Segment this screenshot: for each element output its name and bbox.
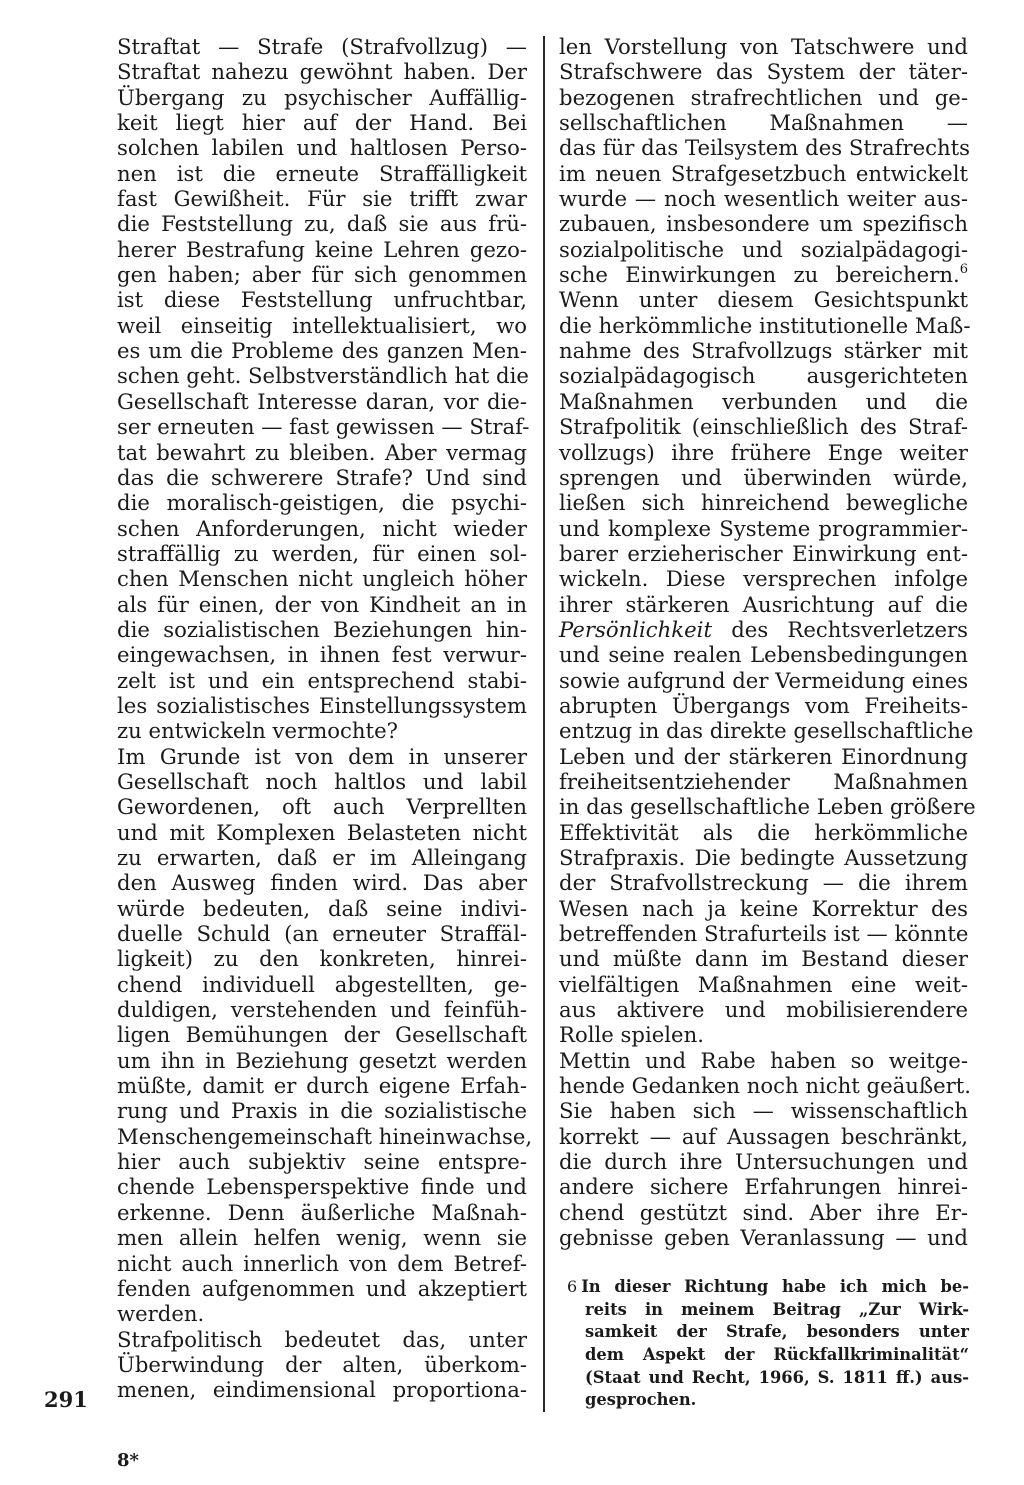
footnote-line: dem Aspekt der Rückfallkriminalität“ [585, 1345, 969, 1365]
left-column-line: Menschengemeinschaft hineinwachse, [117, 1123, 533, 1149]
left-column-line: die sozialistischen Beziehungen hin- [117, 616, 527, 642]
signature-mark: 8* [117, 1450, 139, 1471]
right-column-line: freiheitsentziehender Maßnahmen [559, 768, 968, 794]
right-column-line: in das gesellschaftliche Leben größere [559, 794, 976, 820]
right-column-line: sozialpolitische und sozialpädagogi- [559, 236, 968, 262]
left-column-line: chen Menschen nicht ungleich höher [117, 566, 527, 592]
left-column-line: chende Lebensperspektive finde und [117, 1174, 527, 1200]
left-column-line: hier auch subjektiv seine entspre- [117, 1149, 527, 1175]
left-column-line: menen, eindimensional proportiona- [117, 1377, 527, 1403]
column-divider [543, 36, 545, 1412]
right-column-line: Wesen nach ja keine Korrektur des [559, 895, 968, 921]
left-column-line: Straftat nahezu gewöhnt haben. Der [117, 59, 527, 85]
left-column-line: herer Bestrafung keine Lehren gezo- [117, 236, 527, 262]
left-column-line: die Feststellung zu, daß sie aus frü- [117, 211, 527, 237]
left-column-line: men allein helfen wenig, wenn sie [117, 1225, 527, 1251]
footnote-line: samkeit der Strafe, besonders unter [585, 1322, 969, 1342]
left-column-line: Im Grunde ist von dem in unserer [117, 743, 527, 769]
right-column-line: chend gestützt sind. Aber ihre Er- [559, 1199, 968, 1225]
left-column-line: Strafpolitisch bedeutet das, unter [117, 1326, 527, 1352]
right-column-line: bezogenen strafrechtlichen und ge- [559, 84, 968, 110]
right-column-line: der Strafvollstreckung — die ihrem [559, 870, 968, 896]
left-text-column [117, 34, 533, 1403]
left-column-line: ist diese Feststellung unfruchtbar, [117, 287, 527, 313]
right-column-line: vollzugs) ihre frühere Enge weiter [559, 439, 968, 465]
left-column-line: erkenne. Denn äußerliche Maßnah- [117, 1199, 527, 1225]
left-column-line: schen geht. Selbstverständlich hat die [117, 363, 529, 389]
left-column-line: würde bedeuten, daß seine indivi- [117, 895, 527, 921]
left-column-line: um ihn in Beziehung gesetzt werden [117, 1047, 527, 1073]
right-column-line: vielfältigen Maßnahmen eine weit- [559, 971, 968, 997]
left-column-line: solchen labilen und haltlosen Perso- [117, 135, 527, 161]
left-column-line: den Ausweg finden wird. Das aber [117, 870, 527, 896]
left-column-line: als für einen, der von Kindheit an in [117, 591, 527, 617]
right-column-line: korrekt — auf Aussagen beschränkt, [559, 1123, 968, 1149]
right-column-line: Rolle spielen. [559, 1022, 704, 1048]
right-column-line: Sie haben sich — wissenschaftlich [559, 1098, 968, 1124]
right-column-line: wickeln. Diese versprechen infolge [559, 566, 968, 592]
right-column-line: barer erzieherischer Einwirkung ent- [559, 540, 968, 566]
right-column-line: Maßnahmen verbunden und die [559, 388, 968, 414]
left-column-line: Überwindung der alten, überkom- [117, 1351, 527, 1377]
left-column-line: les sozialistisches Einstellungssystem [117, 692, 527, 718]
left-column-line: chend individuell abgestellten, ge- [117, 971, 527, 997]
right-column-line: aus aktivere und mobilisierendere [559, 997, 968, 1023]
left-column-line: das die schwerere Strafe? Und sind [117, 464, 527, 490]
left-column-line: schen Anforderungen, nicht wieder [117, 515, 527, 541]
right-column-line: ließen sich hinreichend bewegliche [559, 490, 968, 516]
footnote-reference: 6 [959, 262, 968, 278]
left-column-line: Gewordenen, oft auch Verprellten [117, 794, 527, 820]
right-column-line: nahme des Strafvollzugs stärker mit [559, 338, 968, 364]
right-column-line: Leben und der stärkeren Einordnung [559, 743, 968, 769]
right-column-line: das für das Teilsystem des Strafrechts [559, 135, 971, 161]
right-column-line: sprengen und überwinden würde, [559, 464, 968, 490]
left-column-line: ser erneuten — fast gewissen — Straf- [117, 414, 530, 440]
right-column-line: sowie aufgrund der Vermeidung eines [559, 667, 969, 693]
left-column-line: die moralisch-geistigen, die psychi- [117, 490, 527, 516]
right-text-column [559, 34, 976, 1251]
right-column-line: und müßte dann im Bestand dieser [559, 946, 968, 972]
left-column-line: rung und Praxis in die sozialistische [117, 1098, 527, 1124]
right-column-line: Persönlichkeit des Rechtsverletzers [559, 616, 968, 642]
right-column-line: im neuen Strafgesetzbuch entwickelt [559, 160, 968, 186]
left-column-line: es um die Probleme des ganzen Men- [117, 338, 527, 364]
right-column-line: sellschaftlichen Maßnahmen — [559, 110, 968, 136]
left-column-line: werden. [117, 1301, 205, 1327]
page-number: 291 [44, 1387, 88, 1412]
left-column-line: weil einseitig intellektualisiert, wo [117, 312, 527, 338]
left-column-line: Gesellschaft Interesse daran, vor die- [117, 388, 527, 414]
footnote-line: gesprochen. [585, 1390, 697, 1410]
emphasis: Persönlichkeit [559, 616, 712, 642]
right-column-line: zubauen, insbesondere um spezifisch [559, 211, 968, 237]
footnote-marker: 6 [567, 1277, 578, 1296]
left-column-line: ligen Bemühungen der Gesellschaft [117, 1022, 527, 1048]
left-column-line: eingewachsen, in ihnen fest verwur- [117, 642, 527, 668]
right-column-line: betreffenden Strafurteils ist — könnte [559, 921, 969, 947]
left-column-line: und mit Komplexen Belasteten nicht [117, 819, 527, 845]
right-column-line: Wenn unter diesem Gesichtspunkt [559, 287, 968, 313]
left-column-line: duldigen, verstehenden und feinfüh- [117, 997, 527, 1023]
right-column-line: ihrer stärkeren Ausrichtung auf die [559, 591, 968, 617]
right-column-line: die durch ihre Untersuchungen und [559, 1149, 968, 1175]
left-column-line: duelle Schuld (an erneuter Straffäl- [117, 921, 527, 947]
right-column-line: abrupten Übergangs vom Freiheits- [559, 692, 968, 718]
left-column-line: Gesellschaft noch haltlos und labil [117, 768, 527, 794]
right-column-line: die herkömmliche institutionelle Maß- [559, 312, 971, 338]
right-column-line: und komplexe Systeme programmier- [559, 515, 968, 541]
right-column-line: entzug in das direkte gesellschaftliche [559, 718, 974, 744]
left-column-line: Straftat — Strafe (Strafvollzug) — [117, 34, 527, 59]
footnote-line: (Staat und Recht, 1966, S. 1811 ff.) aus- [585, 1367, 969, 1387]
left-column-line: straffällig zu werden, für einen sol- [117, 540, 527, 566]
left-column-line: Übergang zu psychischer Auffällig- [117, 84, 527, 110]
right-column-line: Mettin und Rabe haben so weitge- [559, 1047, 968, 1073]
footnote [567, 1276, 969, 1412]
left-column-line: fenden aufgenommen und akzeptiert [117, 1275, 527, 1301]
left-column-line: tat bewahrt zu bleiben. Aber vermag [117, 439, 527, 465]
right-column-line: sozialpädagogisch ausgerichteten [559, 363, 968, 389]
left-column-line: keit liegt hier auf der Hand. Bei [117, 110, 527, 136]
right-column-line: hende Gedanken noch nicht geäußert. [559, 1073, 972, 1099]
left-column-line: nicht auch innerlich von dem Betref- [117, 1250, 527, 1276]
right-column-line: Effektivität als die herkömmliche [559, 819, 968, 845]
left-column-line: fast Gewißheit. Für sie trifft zwar [117, 186, 527, 212]
right-column-line: sche Einwirkungen zu bereichern.$^6$ [559, 262, 968, 288]
right-column-line: len Vorstellung von Tatschwere und [559, 34, 968, 59]
footnote-line: reits in meinem Beitrag „Zur Wirk- [585, 1299, 969, 1319]
right-column-line: andere sichere Erfahrungen hinrei- [559, 1174, 968, 1200]
right-column-line: Strafpolitik (einschließlich des Straf- [559, 414, 968, 440]
left-column-line: zu erwarten, daß er im Alleingang [117, 845, 527, 870]
right-column-line: und seine realen Lebensbedingungen [559, 642, 968, 668]
right-column-line: wurde — noch wesentlich weiter aus- [559, 186, 968, 212]
right-column-line: Strafschwere das System der täter- [559, 59, 968, 85]
left-column-line: zelt ist und ein entsprechend stabi- [117, 667, 527, 693]
left-column-line: müßte, damit er durch eigene Erfah- [117, 1073, 527, 1099]
left-column-line: ligkeit) zu den konkreten, hinrei- [117, 946, 527, 972]
footnote-line: 6 In dieser Richtung habe ich mich be- [567, 1277, 969, 1296]
right-column-line: gebnisse geben Veranlassung — und [559, 1225, 968, 1251]
right-column-line: Strafpraxis. Die bedingte Aussetzung [559, 845, 968, 870]
left-column-line: zu entwickeln vermochte? [117, 718, 398, 744]
left-column-line: gen haben; aber für sich genommen [117, 262, 527, 288]
footnote-lines [567, 1276, 969, 1412]
left-column-line: nen ist die erneute Straffälligkeit [117, 160, 527, 186]
